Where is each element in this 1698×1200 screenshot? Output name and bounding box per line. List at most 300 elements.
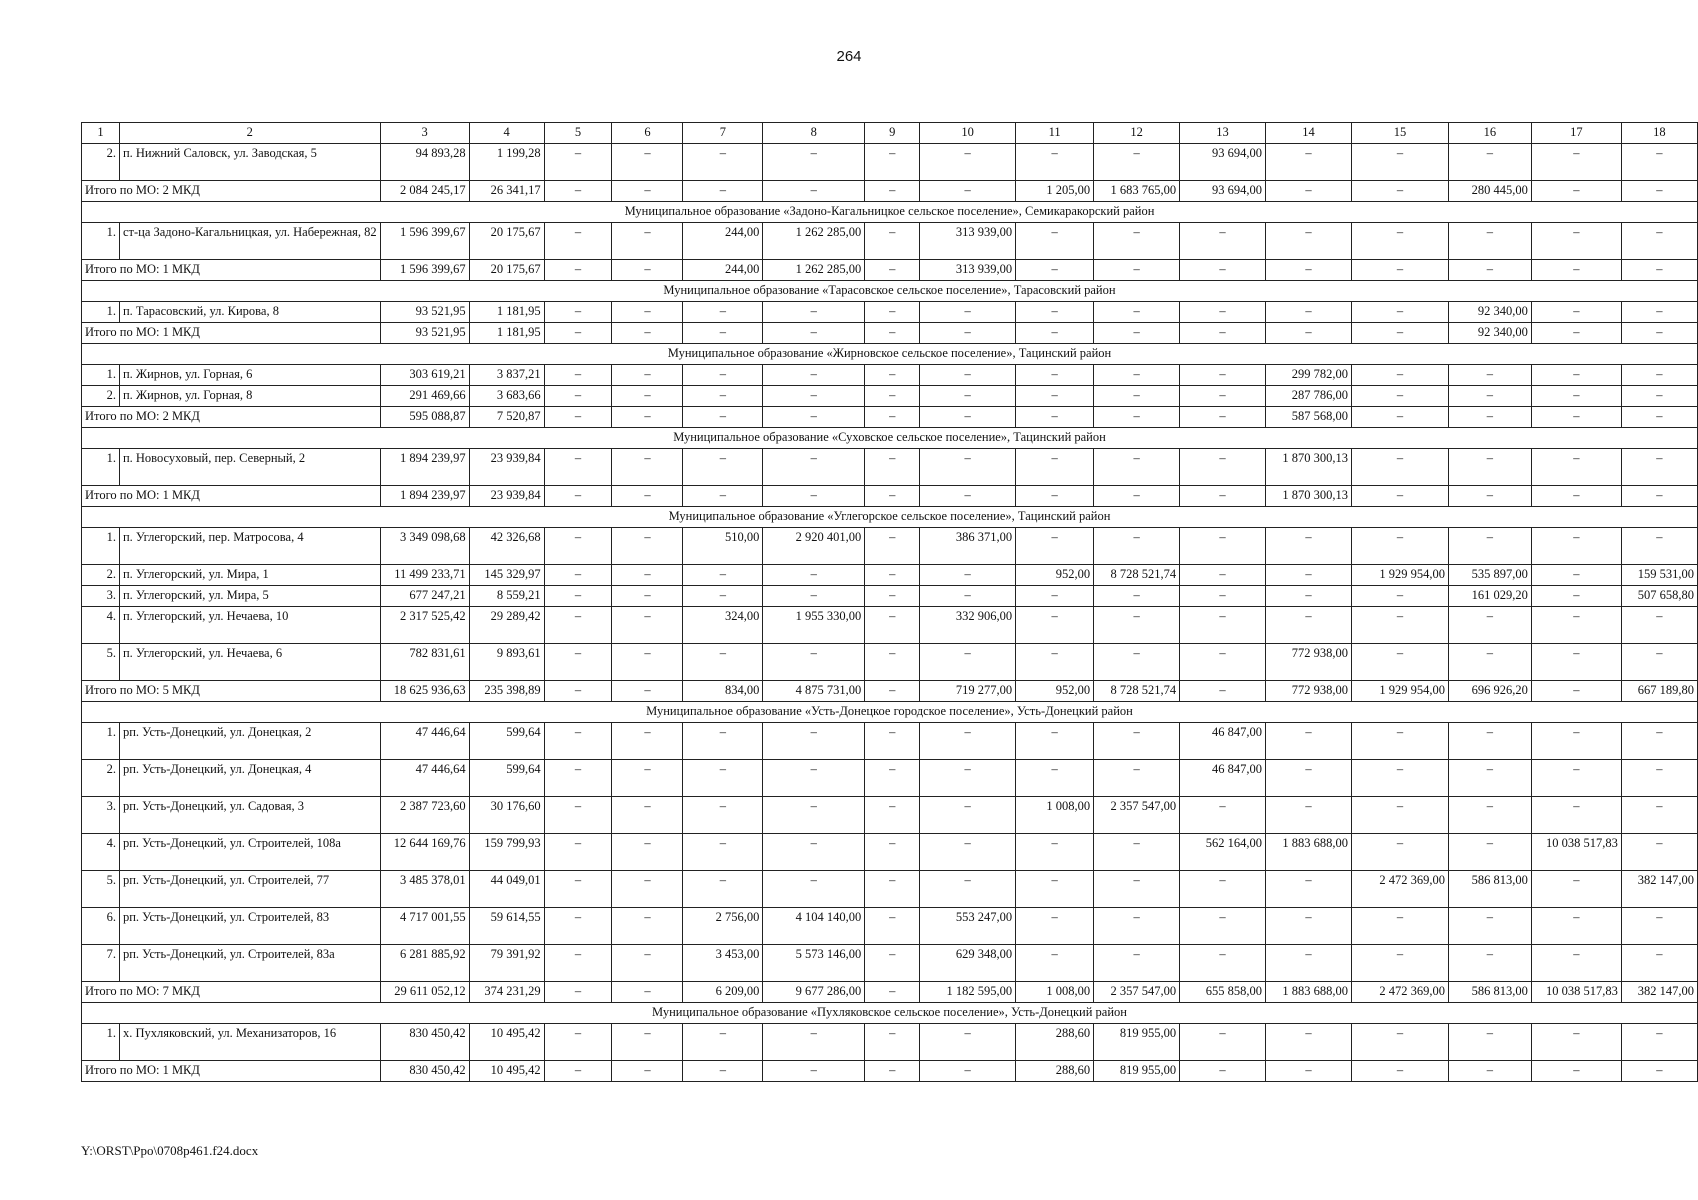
- value-cell: 1 929 954,00: [1351, 565, 1448, 586]
- value-cell: –: [612, 1061, 683, 1082]
- value-cell: –: [865, 586, 920, 607]
- value-cell: –: [1351, 223, 1448, 260]
- value-cell: 79 391,92: [469, 945, 544, 982]
- subtotal-row: [82, 181, 1698, 202]
- value-cell: 1 683 765,00: [1094, 181, 1180, 202]
- value-cell: 47 446,64: [380, 760, 469, 797]
- row-number: 5.: [82, 644, 120, 681]
- value-cell: –: [1180, 486, 1266, 507]
- value-cell: –: [920, 760, 1016, 797]
- value-cell: –: [763, 1061, 865, 1082]
- value-cell: –: [1531, 871, 1621, 908]
- value-cell: –: [920, 302, 1016, 323]
- value-cell: 2 756,00: [683, 908, 763, 945]
- value-cell: –: [763, 1024, 865, 1061]
- value-cell: –: [1621, 607, 1697, 644]
- value-cell: –: [1531, 386, 1621, 407]
- address-cell: рп. Усть-Донецкий, ул. Донецкая, 4: [119, 760, 380, 797]
- value-cell: –: [1016, 302, 1094, 323]
- value-cell: –: [865, 797, 920, 834]
- value-cell: –: [544, 1024, 612, 1061]
- value-cell: –: [1531, 302, 1621, 323]
- value-cell: 93 521,95: [380, 302, 469, 323]
- value-cell: –: [920, 1024, 1016, 1061]
- value-cell: 374 231,29: [469, 982, 544, 1003]
- subtotal-label: Итого по МО: 1 МКД: [82, 260, 381, 281]
- table-row: [82, 144, 1698, 181]
- value-cell: 20 175,67: [469, 260, 544, 281]
- value-cell: –: [1016, 260, 1094, 281]
- value-cell: –: [1621, 260, 1697, 281]
- value-cell: –: [683, 644, 763, 681]
- value-cell: –: [1351, 797, 1448, 834]
- value-cell: –: [1351, 302, 1448, 323]
- value-cell: –: [544, 723, 612, 760]
- value-cell: –: [1016, 586, 1094, 607]
- value-cell: –: [683, 181, 763, 202]
- value-cell: –: [1351, 723, 1448, 760]
- value-cell: 324,00: [683, 607, 763, 644]
- value-cell: 1 870 300,13: [1266, 449, 1352, 486]
- table-row: [82, 760, 1698, 797]
- row-number: 1.: [82, 528, 120, 565]
- value-cell: 667 189,80: [1621, 681, 1697, 702]
- subtotal-label: Итого по МО: 2 МКД: [82, 407, 381, 428]
- value-cell: –: [544, 407, 612, 428]
- value-cell: –: [544, 565, 612, 586]
- value-cell: –: [1266, 908, 1352, 945]
- value-cell: 3 349 098,68: [380, 528, 469, 565]
- value-cell: –: [1266, 302, 1352, 323]
- table-row: [82, 565, 1698, 586]
- value-cell: 1 596 399,67: [380, 260, 469, 281]
- section-header-row: [82, 1003, 1698, 1024]
- value-cell: –: [1094, 760, 1180, 797]
- value-cell: –: [1448, 760, 1531, 797]
- value-cell: 2 387 723,60: [380, 797, 469, 834]
- value-cell: –: [1531, 681, 1621, 702]
- row-number: 3.: [82, 797, 120, 834]
- value-cell: –: [1094, 644, 1180, 681]
- value-cell: –: [865, 871, 920, 908]
- value-cell: –: [1351, 1024, 1448, 1061]
- value-cell: –: [865, 723, 920, 760]
- value-cell: –: [1180, 407, 1266, 428]
- value-cell: 29 289,42: [469, 607, 544, 644]
- value-cell: –: [544, 834, 612, 871]
- value-cell: –: [1180, 871, 1266, 908]
- page-number: 264: [836, 48, 862, 65]
- value-cell: 587 568,00: [1266, 407, 1352, 428]
- value-cell: –: [683, 407, 763, 428]
- value-cell: –: [1621, 644, 1697, 681]
- value-cell: 2 472 369,00: [1351, 982, 1448, 1003]
- value-cell: –: [763, 871, 865, 908]
- column-header: 17: [1531, 123, 1621, 144]
- address-cell: х. Пухляковский, ул. Механизаторов, 16: [119, 1024, 380, 1061]
- value-cell: –: [1180, 323, 1266, 344]
- value-cell: –: [763, 760, 865, 797]
- value-cell: –: [544, 871, 612, 908]
- value-cell: –: [1351, 486, 1448, 507]
- value-cell: –: [1266, 1061, 1352, 1082]
- value-cell: –: [1266, 760, 1352, 797]
- column-header: 7: [683, 123, 763, 144]
- value-cell: –: [683, 586, 763, 607]
- value-cell: 244,00: [683, 223, 763, 260]
- table-row: [82, 528, 1698, 565]
- value-cell: –: [1180, 607, 1266, 644]
- column-header: 18: [1621, 123, 1697, 144]
- value-cell: 1 883 688,00: [1266, 982, 1352, 1003]
- value-cell: 44 049,01: [469, 871, 544, 908]
- value-cell: 93 694,00: [1180, 181, 1266, 202]
- value-cell: –: [544, 528, 612, 565]
- value-cell: –: [1180, 908, 1266, 945]
- value-cell: –: [763, 723, 865, 760]
- value-cell: 6 209,00: [683, 982, 763, 1003]
- value-cell: –: [612, 797, 683, 834]
- value-cell: 244,00: [683, 260, 763, 281]
- address-cell: ст-ца Задоно-Кагальницкая, ул. Набережная, 82: [119, 223, 380, 260]
- value-cell: –: [683, 871, 763, 908]
- value-cell: –: [1531, 528, 1621, 565]
- table-row: [82, 386, 1698, 407]
- value-cell: –: [920, 144, 1016, 181]
- value-cell: –: [1016, 528, 1094, 565]
- value-cell: –: [544, 386, 612, 407]
- value-cell: –: [1621, 945, 1697, 982]
- value-cell: –: [544, 223, 612, 260]
- value-cell: 782 831,61: [380, 644, 469, 681]
- value-cell: 1 894 239,97: [380, 486, 469, 507]
- value-cell: 562 164,00: [1180, 834, 1266, 871]
- value-cell: –: [920, 407, 1016, 428]
- row-number: 1.: [82, 1024, 120, 1061]
- address-cell: п. Углегорский, ул. Мира, 5: [119, 586, 380, 607]
- value-cell: 9 893,61: [469, 644, 544, 681]
- value-cell: 655 858,00: [1180, 982, 1266, 1003]
- row-number: 2.: [82, 565, 120, 586]
- value-cell: –: [544, 486, 612, 507]
- value-cell: –: [1448, 528, 1531, 565]
- value-cell: 1 181,95: [469, 323, 544, 344]
- column-header: 12: [1094, 123, 1180, 144]
- value-cell: –: [1448, 407, 1531, 428]
- value-cell: 10 038 517,83: [1531, 834, 1621, 871]
- value-cell: 1 181,95: [469, 302, 544, 323]
- value-cell: –: [1531, 723, 1621, 760]
- value-cell: –: [1621, 144, 1697, 181]
- address-cell: рп. Усть-Донецкий, ул. Строителей, 77: [119, 871, 380, 908]
- value-cell: –: [920, 723, 1016, 760]
- value-cell: 6 281 885,92: [380, 945, 469, 982]
- value-cell: –: [1531, 586, 1621, 607]
- value-cell: 2 084 245,17: [380, 181, 469, 202]
- value-cell: –: [612, 365, 683, 386]
- value-cell: –: [1531, 760, 1621, 797]
- value-cell: –: [763, 302, 865, 323]
- value-cell: –: [920, 486, 1016, 507]
- value-cell: 507 658,80: [1621, 586, 1697, 607]
- value-cell: 595 088,87: [380, 407, 469, 428]
- value-cell: 382 147,00: [1621, 982, 1697, 1003]
- value-cell: –: [1351, 607, 1448, 644]
- value-cell: –: [1266, 945, 1352, 982]
- value-cell: 8 559,21: [469, 586, 544, 607]
- value-cell: 1 883 688,00: [1266, 834, 1352, 871]
- value-cell: –: [683, 302, 763, 323]
- value-cell: –: [1448, 607, 1531, 644]
- table-row: [82, 797, 1698, 834]
- subtotal-row: [82, 1061, 1698, 1082]
- value-cell: –: [1351, 386, 1448, 407]
- value-cell: –: [865, 365, 920, 386]
- value-cell: –: [1448, 723, 1531, 760]
- value-cell: –: [1351, 528, 1448, 565]
- value-cell: 952,00: [1016, 681, 1094, 702]
- value-cell: –: [1094, 945, 1180, 982]
- value-cell: 586 813,00: [1448, 982, 1531, 1003]
- value-cell: –: [1094, 528, 1180, 565]
- value-cell: –: [1531, 223, 1621, 260]
- value-cell: 3 837,21: [469, 365, 544, 386]
- value-cell: –: [1266, 586, 1352, 607]
- address-cell: рп. Усть-Донецкий, ул. Строителей, 83а: [119, 945, 380, 982]
- value-cell: –: [1180, 365, 1266, 386]
- value-cell: 677 247,21: [380, 586, 469, 607]
- value-cell: –: [865, 982, 920, 1003]
- value-cell: –: [763, 797, 865, 834]
- value-cell: –: [683, 486, 763, 507]
- value-cell: 1 008,00: [1016, 982, 1094, 1003]
- row-number: 3.: [82, 586, 120, 607]
- column-header: 6: [612, 123, 683, 144]
- section-header-row: [82, 428, 1698, 449]
- value-cell: 23 939,84: [469, 449, 544, 486]
- value-cell: 303 619,21: [380, 365, 469, 386]
- value-cell: 830 450,42: [380, 1061, 469, 1082]
- value-cell: 313 939,00: [920, 260, 1016, 281]
- column-header: 16: [1448, 123, 1531, 144]
- value-cell: 18 625 936,63: [380, 681, 469, 702]
- value-cell: –: [865, 302, 920, 323]
- value-cell: –: [612, 871, 683, 908]
- value-cell: –: [865, 681, 920, 702]
- address-cell: п. Углегорский, ул. Нечаева, 10: [119, 607, 380, 644]
- value-cell: –: [920, 871, 1016, 908]
- value-cell: –: [1351, 760, 1448, 797]
- value-cell: –: [1016, 407, 1094, 428]
- value-cell: –: [1180, 1024, 1266, 1061]
- value-cell: –: [1016, 223, 1094, 260]
- value-cell: –: [612, 834, 683, 871]
- value-cell: 3 485 378,01: [380, 871, 469, 908]
- value-cell: –: [1448, 1061, 1531, 1082]
- value-cell: 2 357 547,00: [1094, 982, 1180, 1003]
- value-cell: –: [1266, 871, 1352, 908]
- row-number: 2.: [82, 386, 120, 407]
- value-cell: –: [865, 181, 920, 202]
- table-row: [82, 908, 1698, 945]
- value-cell: –: [1531, 565, 1621, 586]
- value-cell: –: [544, 982, 612, 1003]
- value-cell: 12 644 169,76: [380, 834, 469, 871]
- value-cell: 553 247,00: [920, 908, 1016, 945]
- value-cell: –: [1448, 945, 1531, 982]
- value-cell: –: [1094, 260, 1180, 281]
- value-cell: –: [1351, 181, 1448, 202]
- row-number: 2.: [82, 760, 120, 797]
- value-cell: –: [1621, 908, 1697, 945]
- value-cell: –: [1180, 644, 1266, 681]
- value-cell: –: [920, 834, 1016, 871]
- table-row: [82, 945, 1698, 982]
- value-cell: –: [1180, 449, 1266, 486]
- value-cell: –: [612, 681, 683, 702]
- value-cell: –: [1094, 302, 1180, 323]
- value-cell: –: [865, 945, 920, 982]
- value-cell: –: [1448, 260, 1531, 281]
- value-cell: –: [1094, 908, 1180, 945]
- value-cell: –: [1531, 486, 1621, 507]
- value-cell: 4 717 001,55: [380, 908, 469, 945]
- value-cell: –: [612, 407, 683, 428]
- table-row: [82, 586, 1698, 607]
- value-cell: –: [1180, 681, 1266, 702]
- value-cell: –: [544, 144, 612, 181]
- value-cell: –: [612, 565, 683, 586]
- value-cell: –: [612, 945, 683, 982]
- address-cell: п. Углегорский, ул. Нечаева, 6: [119, 644, 380, 681]
- value-cell: –: [1448, 449, 1531, 486]
- value-cell: 535 897,00: [1448, 565, 1531, 586]
- value-cell: –: [1351, 834, 1448, 871]
- column-header: 8: [763, 123, 865, 144]
- value-cell: –: [1016, 144, 1094, 181]
- value-cell: –: [1351, 144, 1448, 181]
- value-cell: 830 450,42: [380, 1024, 469, 1061]
- value-cell: –: [1016, 607, 1094, 644]
- value-cell: –: [1351, 449, 1448, 486]
- value-cell: –: [544, 586, 612, 607]
- value-cell: –: [920, 1061, 1016, 1082]
- address-cell: п. Жирнов, ул. Горная, 6: [119, 365, 380, 386]
- value-cell: –: [1351, 323, 1448, 344]
- value-cell: –: [763, 834, 865, 871]
- value-cell: –: [1016, 386, 1094, 407]
- value-cell: 3 453,00: [683, 945, 763, 982]
- value-cell: –: [1531, 144, 1621, 181]
- value-cell: 26 341,17: [469, 181, 544, 202]
- value-cell: –: [1531, 181, 1621, 202]
- value-cell: 819 955,00: [1094, 1024, 1180, 1061]
- value-cell: 280 445,00: [1448, 181, 1531, 202]
- value-cell: –: [612, 982, 683, 1003]
- section-header-row: [82, 344, 1698, 365]
- value-cell: 2 357 547,00: [1094, 797, 1180, 834]
- value-cell: –: [683, 365, 763, 386]
- value-cell: –: [683, 760, 763, 797]
- value-cell: –: [1266, 260, 1352, 281]
- value-cell: –: [1448, 908, 1531, 945]
- value-cell: –: [1448, 834, 1531, 871]
- address-cell: п. Нижний Саловск, ул. Заводская, 5: [119, 144, 380, 181]
- address-cell: п. Новосуховый, пер. Северный, 2: [119, 449, 380, 486]
- value-cell: –: [612, 528, 683, 565]
- value-cell: –: [1016, 908, 1094, 945]
- value-cell: –: [1531, 644, 1621, 681]
- value-cell: –: [763, 181, 865, 202]
- value-cell: –: [1016, 365, 1094, 386]
- value-cell: –: [1351, 945, 1448, 982]
- value-cell: 1 262 285,00: [763, 260, 865, 281]
- value-cell: 510,00: [683, 528, 763, 565]
- value-cell: –: [544, 365, 612, 386]
- value-cell: –: [1531, 908, 1621, 945]
- municipality-title: Муниципальное образование «Углегорское сельское поселение», Тацинский район: [82, 507, 1698, 528]
- value-cell: 332 906,00: [920, 607, 1016, 644]
- value-cell: –: [1351, 407, 1448, 428]
- value-cell: –: [1531, 607, 1621, 644]
- value-cell: –: [763, 586, 865, 607]
- value-cell: –: [1266, 1024, 1352, 1061]
- value-cell: 386 371,00: [920, 528, 1016, 565]
- address-cell: рп. Усть-Донецкий, ул. Строителей, 83: [119, 908, 380, 945]
- value-cell: –: [1180, 223, 1266, 260]
- value-cell: –: [1448, 223, 1531, 260]
- value-cell: –: [544, 644, 612, 681]
- address-cell: п. Углегорский, пер. Матросова, 4: [119, 528, 380, 565]
- value-cell: –: [1621, 1061, 1697, 1082]
- value-cell: 4 875 731,00: [763, 681, 865, 702]
- value-cell: –: [1016, 323, 1094, 344]
- value-cell: 8 728 521,74: [1094, 565, 1180, 586]
- value-cell: –: [1448, 797, 1531, 834]
- value-cell: –: [1266, 797, 1352, 834]
- value-cell: 46 847,00: [1180, 723, 1266, 760]
- value-cell: –: [544, 607, 612, 644]
- column-header: 3: [380, 123, 469, 144]
- row-number: 4.: [82, 607, 120, 644]
- value-cell: 772 938,00: [1266, 681, 1352, 702]
- municipality-title: Муниципальное образование «Задоно-Кагальницкое сельское поселение», Семикаракорский район: [82, 202, 1698, 223]
- value-cell: 8 728 521,74: [1094, 681, 1180, 702]
- address-cell: п. Жирнов, ул. Горная, 8: [119, 386, 380, 407]
- subtotal-row: [82, 323, 1698, 344]
- value-cell: 93 521,95: [380, 323, 469, 344]
- value-cell: –: [544, 323, 612, 344]
- value-cell: 20 175,67: [469, 223, 544, 260]
- value-cell: –: [544, 260, 612, 281]
- value-cell: –: [612, 760, 683, 797]
- value-cell: –: [763, 644, 865, 681]
- row-number: 6.: [82, 908, 120, 945]
- value-cell: –: [865, 486, 920, 507]
- row-number: 5.: [82, 871, 120, 908]
- value-cell: 4 104 140,00: [763, 908, 865, 945]
- value-cell: 1 870 300,13: [1266, 486, 1352, 507]
- subtotal-label: Итого по МО: 7 МКД: [82, 982, 381, 1003]
- row-number: 4.: [82, 834, 120, 871]
- value-cell: –: [920, 449, 1016, 486]
- subtotal-row: [82, 982, 1698, 1003]
- value-cell: –: [612, 302, 683, 323]
- value-cell: –: [865, 908, 920, 945]
- value-cell: –: [1621, 302, 1697, 323]
- value-cell: 159 799,93: [469, 834, 544, 871]
- value-cell: –: [1016, 834, 1094, 871]
